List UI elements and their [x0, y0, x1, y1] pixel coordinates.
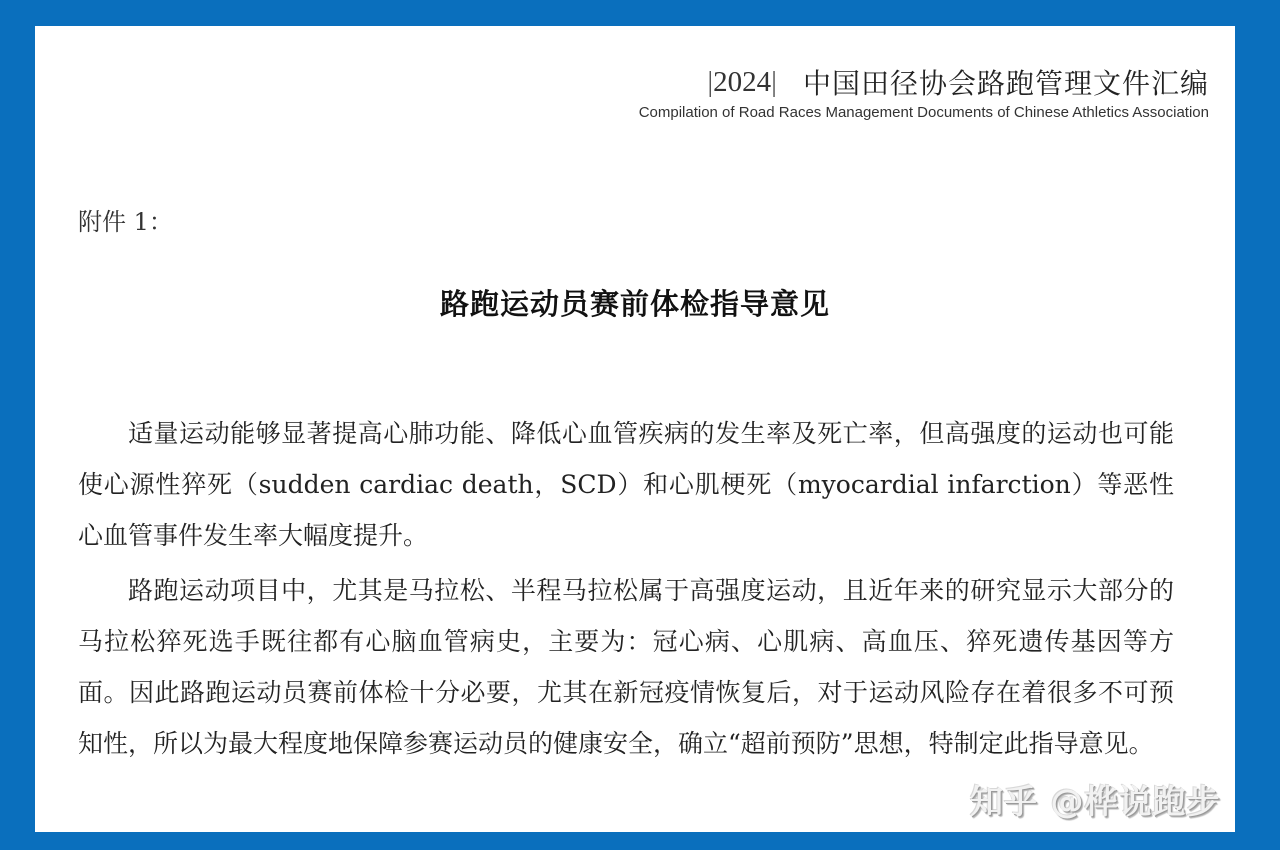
- paragraph: 路跑运动项目中，尤其是马拉松、半程马拉松属于高强度运动，且近年来的研究显示大部分的马拉松猝死选手既往都有心脑血管病史，主要为：冠心病、心肌病、高血压、猝死遗传基因等方面。因此路跑运动员赛前体检十分必要，尤其在新冠疫情恢复后，对于运动风险存在着很多不可预知性，所以为最大程度地保障参赛运动员的健康安全，确立“超前预防”思想，特制定此指导意见。: [78, 576, 1174, 758]
- header-title-cn: 中国田径协会路跑管理文件汇编: [802, 67, 1209, 100]
- document-body: [78, 408, 1174, 773]
- year-value: 2024: [713, 65, 772, 98]
- header-top-line: [639, 62, 1209, 102]
- attachment-label: 附件 1：: [78, 208, 173, 236]
- header-title-en: Compilation of Road Races Management Documents of Chinese Athletics Association: [638, 104, 1209, 121]
- year-label: |2024|: [707, 65, 777, 98]
- page-header: [639, 62, 1209, 121]
- document-title: 路跑运动员赛前体检指导意见: [439, 287, 830, 321]
- document-page: [35, 26, 1235, 832]
- paragraph: 适量运动能够显著提高心肺功能、降低心血管疾病的发生率及死亡率，但高强度的运动也可能使心源性猝死（sudden cardiac death，SCD）和心肌梗死（myocardial infarction）等恶性心血管事件发生率大幅度提升。: [78, 419, 1174, 550]
- watermark-text: 知乎 @桦说跑步: [970, 782, 1221, 821]
